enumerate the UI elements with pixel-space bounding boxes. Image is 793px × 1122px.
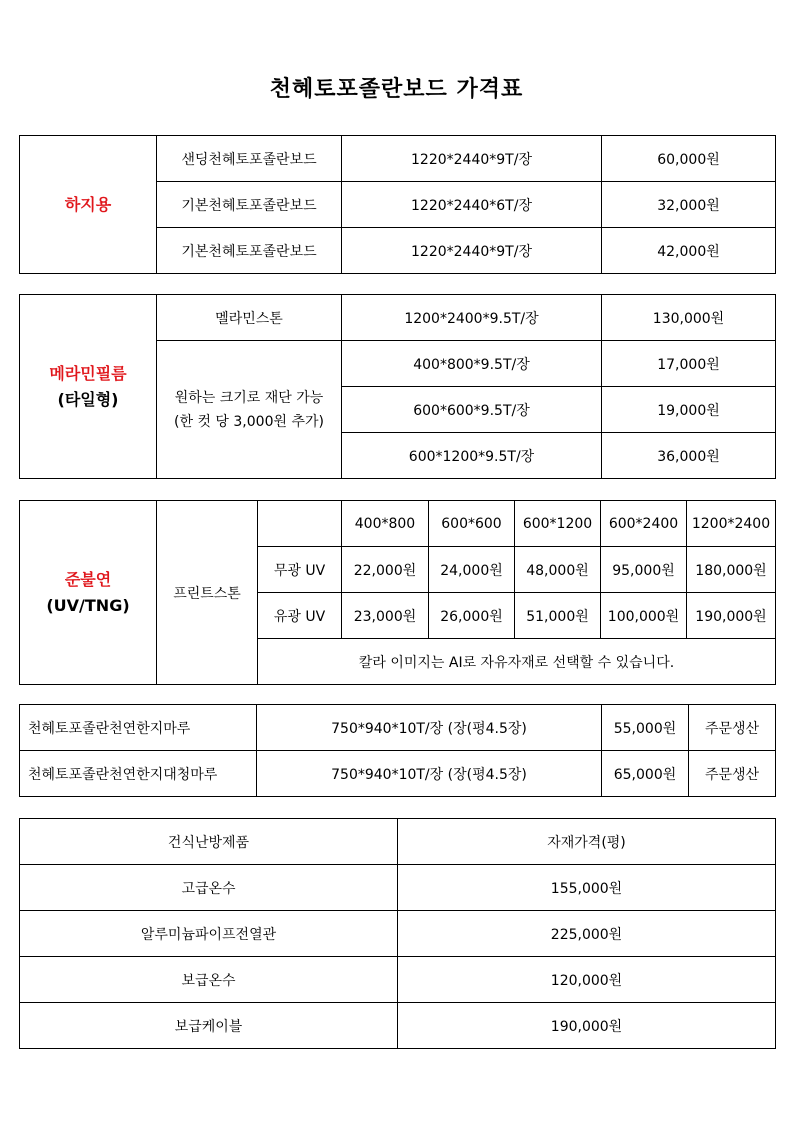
finish-label: 유광 UV xyxy=(258,593,342,639)
heating-table xyxy=(19,818,776,1049)
hajiyong-table xyxy=(19,135,776,274)
product-spec: 750*940*10T/장 (장(평4.5장) xyxy=(257,751,602,797)
product-price: 19,000원 xyxy=(602,387,776,433)
product-spec: 1220*2440*6T/장 xyxy=(342,182,602,228)
size-header: 600*600 xyxy=(429,501,515,547)
page-title: 천혜토포졸란보드 가격표 xyxy=(269,77,524,102)
product-price: 130,000원 xyxy=(602,295,776,341)
category-junbulyeon-line1: 준불연 xyxy=(64,569,112,589)
heating-name: 고급온수 xyxy=(20,865,398,911)
heating-name: 알루미늄파이프전열관 xyxy=(20,911,398,957)
size-price: 22,000원 xyxy=(342,547,429,593)
melamine-table xyxy=(19,294,776,479)
junbulyeon-table xyxy=(19,500,776,685)
category-melamine-line1: 메라민필름 xyxy=(49,363,127,383)
product-spec: 1220*2440*9T/장 xyxy=(342,228,602,274)
custom-cut-line1: 원하는 크기로 재단 가능 xyxy=(174,389,324,406)
product-name: 기본천혜토포졸란보드 xyxy=(157,182,342,228)
product-name: 천혜토포졸란천연한지대청마루 xyxy=(20,751,257,797)
heating-price: 190,000원 xyxy=(398,1003,776,1049)
product-name: 샌딩천혜토포졸란보드 xyxy=(157,136,342,182)
order-note: 주문생산 xyxy=(689,751,776,797)
product-spec: 400*800*9.5T/장 xyxy=(342,341,602,387)
product-spec: 600*600*9.5T/장 xyxy=(342,387,602,433)
size-price: 95,000원 xyxy=(601,547,687,593)
heating-header-name: 건식난방제품 xyxy=(20,819,398,865)
custom-cut-line2: (한 컷 당 3,000원 추가) xyxy=(174,413,324,430)
product-name: 기본천혜토포졸란보드 xyxy=(157,228,342,274)
product-price: 17,000원 xyxy=(602,341,776,387)
product-name-printstone: 프린트스톤 xyxy=(157,501,258,685)
size-header: 400*800 xyxy=(342,501,429,547)
heating-price: 120,000원 xyxy=(398,957,776,1003)
product-price: 55,000원 xyxy=(602,705,689,751)
product-spec: 750*940*10T/장 (장(평4.5장) xyxy=(257,705,602,751)
product-spec: 1200*2400*9.5T/장 xyxy=(342,295,602,341)
category-hajiyong: 하지용 xyxy=(20,136,157,274)
size-price: 26,000원 xyxy=(429,593,515,639)
order-note: 주문생산 xyxy=(689,705,776,751)
product-name: 천혜토포졸란천연한지마루 xyxy=(20,705,257,751)
size-header: 600*1200 xyxy=(515,501,601,547)
size-price: 190,000원 xyxy=(687,593,776,639)
size-price: 23,000원 xyxy=(342,593,429,639)
category-junbulyeon-line2: (UV/TNG) xyxy=(46,595,130,615)
product-spec: 1220*2440*9T/장 xyxy=(342,136,602,182)
size-price: 51,000원 xyxy=(515,593,601,639)
heating-price: 225,000원 xyxy=(398,911,776,957)
category-melamine-line2: (타일형) xyxy=(57,389,119,409)
finish-label: 무광 UV xyxy=(258,547,342,593)
size-header: 600*2400 xyxy=(601,501,687,547)
custom-cut-note xyxy=(157,341,342,479)
size-price: 48,000원 xyxy=(515,547,601,593)
product-price: 32,000원 xyxy=(602,182,776,228)
size-price: 100,000원 xyxy=(601,593,687,639)
product-price: 36,000원 xyxy=(602,433,776,479)
heating-name: 보급온수 xyxy=(20,957,398,1003)
product-price: 42,000원 xyxy=(602,228,776,274)
size-header: 1200*2400 xyxy=(687,501,776,547)
heating-price: 155,000원 xyxy=(398,865,776,911)
category-melamine xyxy=(20,295,157,479)
color-note: 칼라 이미지는 AI로 자유자재로 선택할 수 있습니다. xyxy=(258,639,776,685)
category-junbulyeon xyxy=(20,501,157,685)
size-header-blank xyxy=(258,501,342,547)
product-name: 멜라민스톤 xyxy=(157,295,342,341)
flooring-table xyxy=(19,704,776,797)
heating-name: 보급케이블 xyxy=(20,1003,398,1049)
size-price: 24,000원 xyxy=(429,547,515,593)
product-price: 60,000원 xyxy=(602,136,776,182)
product-price: 65,000원 xyxy=(602,751,689,797)
heating-header-price: 자재가격(평) xyxy=(398,819,776,865)
product-spec: 600*1200*9.5T/장 xyxy=(342,433,602,479)
size-price: 180,000원 xyxy=(687,547,776,593)
